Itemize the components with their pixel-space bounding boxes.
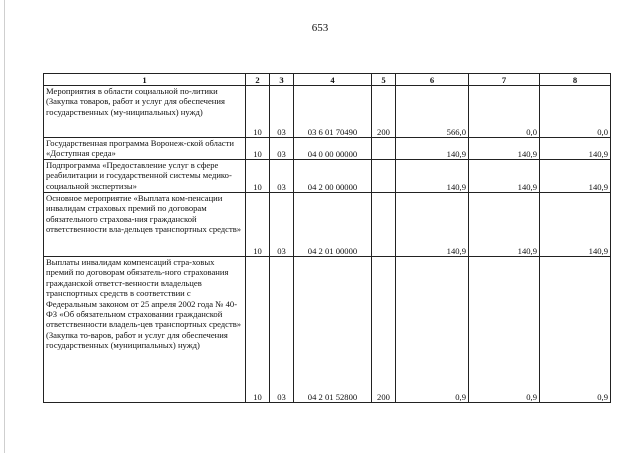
expense-type-cell: 200 [372, 86, 396, 138]
table-row [44, 138, 611, 160]
amount-col8-cell: 0,0 [540, 86, 611, 138]
amount-col6-cell: 140,9 [396, 160, 469, 193]
table-row [44, 160, 611, 193]
amount-col8-cell: 140,9 [540, 138, 611, 160]
target-article-cell: 04 2 01 52800 [294, 257, 372, 403]
amount-col6-cell: 566,0 [396, 86, 469, 138]
header-cell-1: 1 [44, 74, 246, 86]
section-code-cell: 10 [246, 193, 270, 257]
subsection-code-cell: 03 [270, 138, 294, 160]
budget-table [43, 73, 611, 403]
header-cell-5: 5 [372, 74, 396, 86]
row-name-cell: Подпрограмма «Предоставление услуг в сфере реабилитации и государственной системы медико-социальной экспертизы» [44, 160, 246, 193]
amount-col6-cell: 140,9 [396, 138, 469, 160]
subsection-code-cell: 03 [270, 193, 294, 257]
expense-type-cell: 200 [372, 257, 396, 403]
table-row [44, 257, 611, 403]
row-name-cell: Выплаты инвалидам компенсаций стра-ховых премий по договорам обязатель-ного страхования гражданской ответст-венности владельцев транспортных средств в соответствии с Федеральным законом от 25 апреля 2002 года № 40-ФЗ «Об обязательном страховании гражданской ответственности владель-цев транспортных средств» (Закупка то-варов, работ и услуг для обеспечения государственных (муниципальных) нужд) [44, 257, 246, 403]
amount-col6-cell: 0,9 [396, 257, 469, 403]
amount-col7-cell: 0,0 [469, 86, 540, 138]
amount-col6-cell: 140,9 [396, 193, 469, 257]
expense-type-cell [372, 193, 396, 257]
scan-edge-line [4, 0, 5, 453]
section-code-cell: 10 [246, 160, 270, 193]
amount-col8-cell: 0,9 [540, 257, 611, 403]
table-row [44, 86, 611, 138]
expense-type-cell [372, 138, 396, 160]
target-article-cell: 04 2 00 00000 [294, 160, 372, 193]
amount-col7-cell: 140,9 [469, 160, 540, 193]
amount-col7-cell: 0,9 [469, 257, 540, 403]
target-article-cell: 03 6 01 70490 [294, 86, 372, 138]
amount-col8-cell: 140,9 [540, 193, 611, 257]
row-name-cell: Мероприятия в области социальной по-литики (Закупка товаров, работ и услуг для обеспечения государственных (му-ниципальных) нужд) [44, 86, 246, 138]
section-code-cell: 10 [246, 257, 270, 403]
header-cell-3: 3 [270, 74, 294, 86]
section-code-cell: 10 [246, 138, 270, 160]
header-cell-8: 8 [540, 74, 611, 86]
target-article-cell: 04 0 00 00000 [294, 138, 372, 160]
header-cell-7: 7 [469, 74, 540, 86]
row-name-cell: Основное мероприятие «Выплата ком-пенсации инвалидам страховых премий по договорам обязательного страхова-ния гражданской ответственности вла-дельцев транспортных средств» [44, 193, 246, 257]
expense-type-cell [372, 160, 396, 193]
table-row [44, 193, 611, 257]
subsection-code-cell: 03 [270, 257, 294, 403]
amount-col7-cell: 140,9 [469, 138, 540, 160]
section-code-cell: 10 [246, 86, 270, 138]
row-name-cell: Государственная программа Воронеж-ской области «Доступная среда» [44, 138, 246, 160]
amount-col8-cell: 140,9 [540, 160, 611, 193]
target-article-cell: 04 2 01 00000 [294, 193, 372, 257]
header-row [44, 74, 611, 86]
subsection-code-cell: 03 [270, 160, 294, 193]
header-cell-6: 6 [396, 74, 469, 86]
subsection-code-cell: 03 [270, 86, 294, 138]
header-cell-2: 2 [246, 74, 270, 86]
amount-col7-cell: 140,9 [469, 193, 540, 257]
page-number: 653 [311, 22, 329, 34]
header-cell-4: 4 [294, 74, 372, 86]
